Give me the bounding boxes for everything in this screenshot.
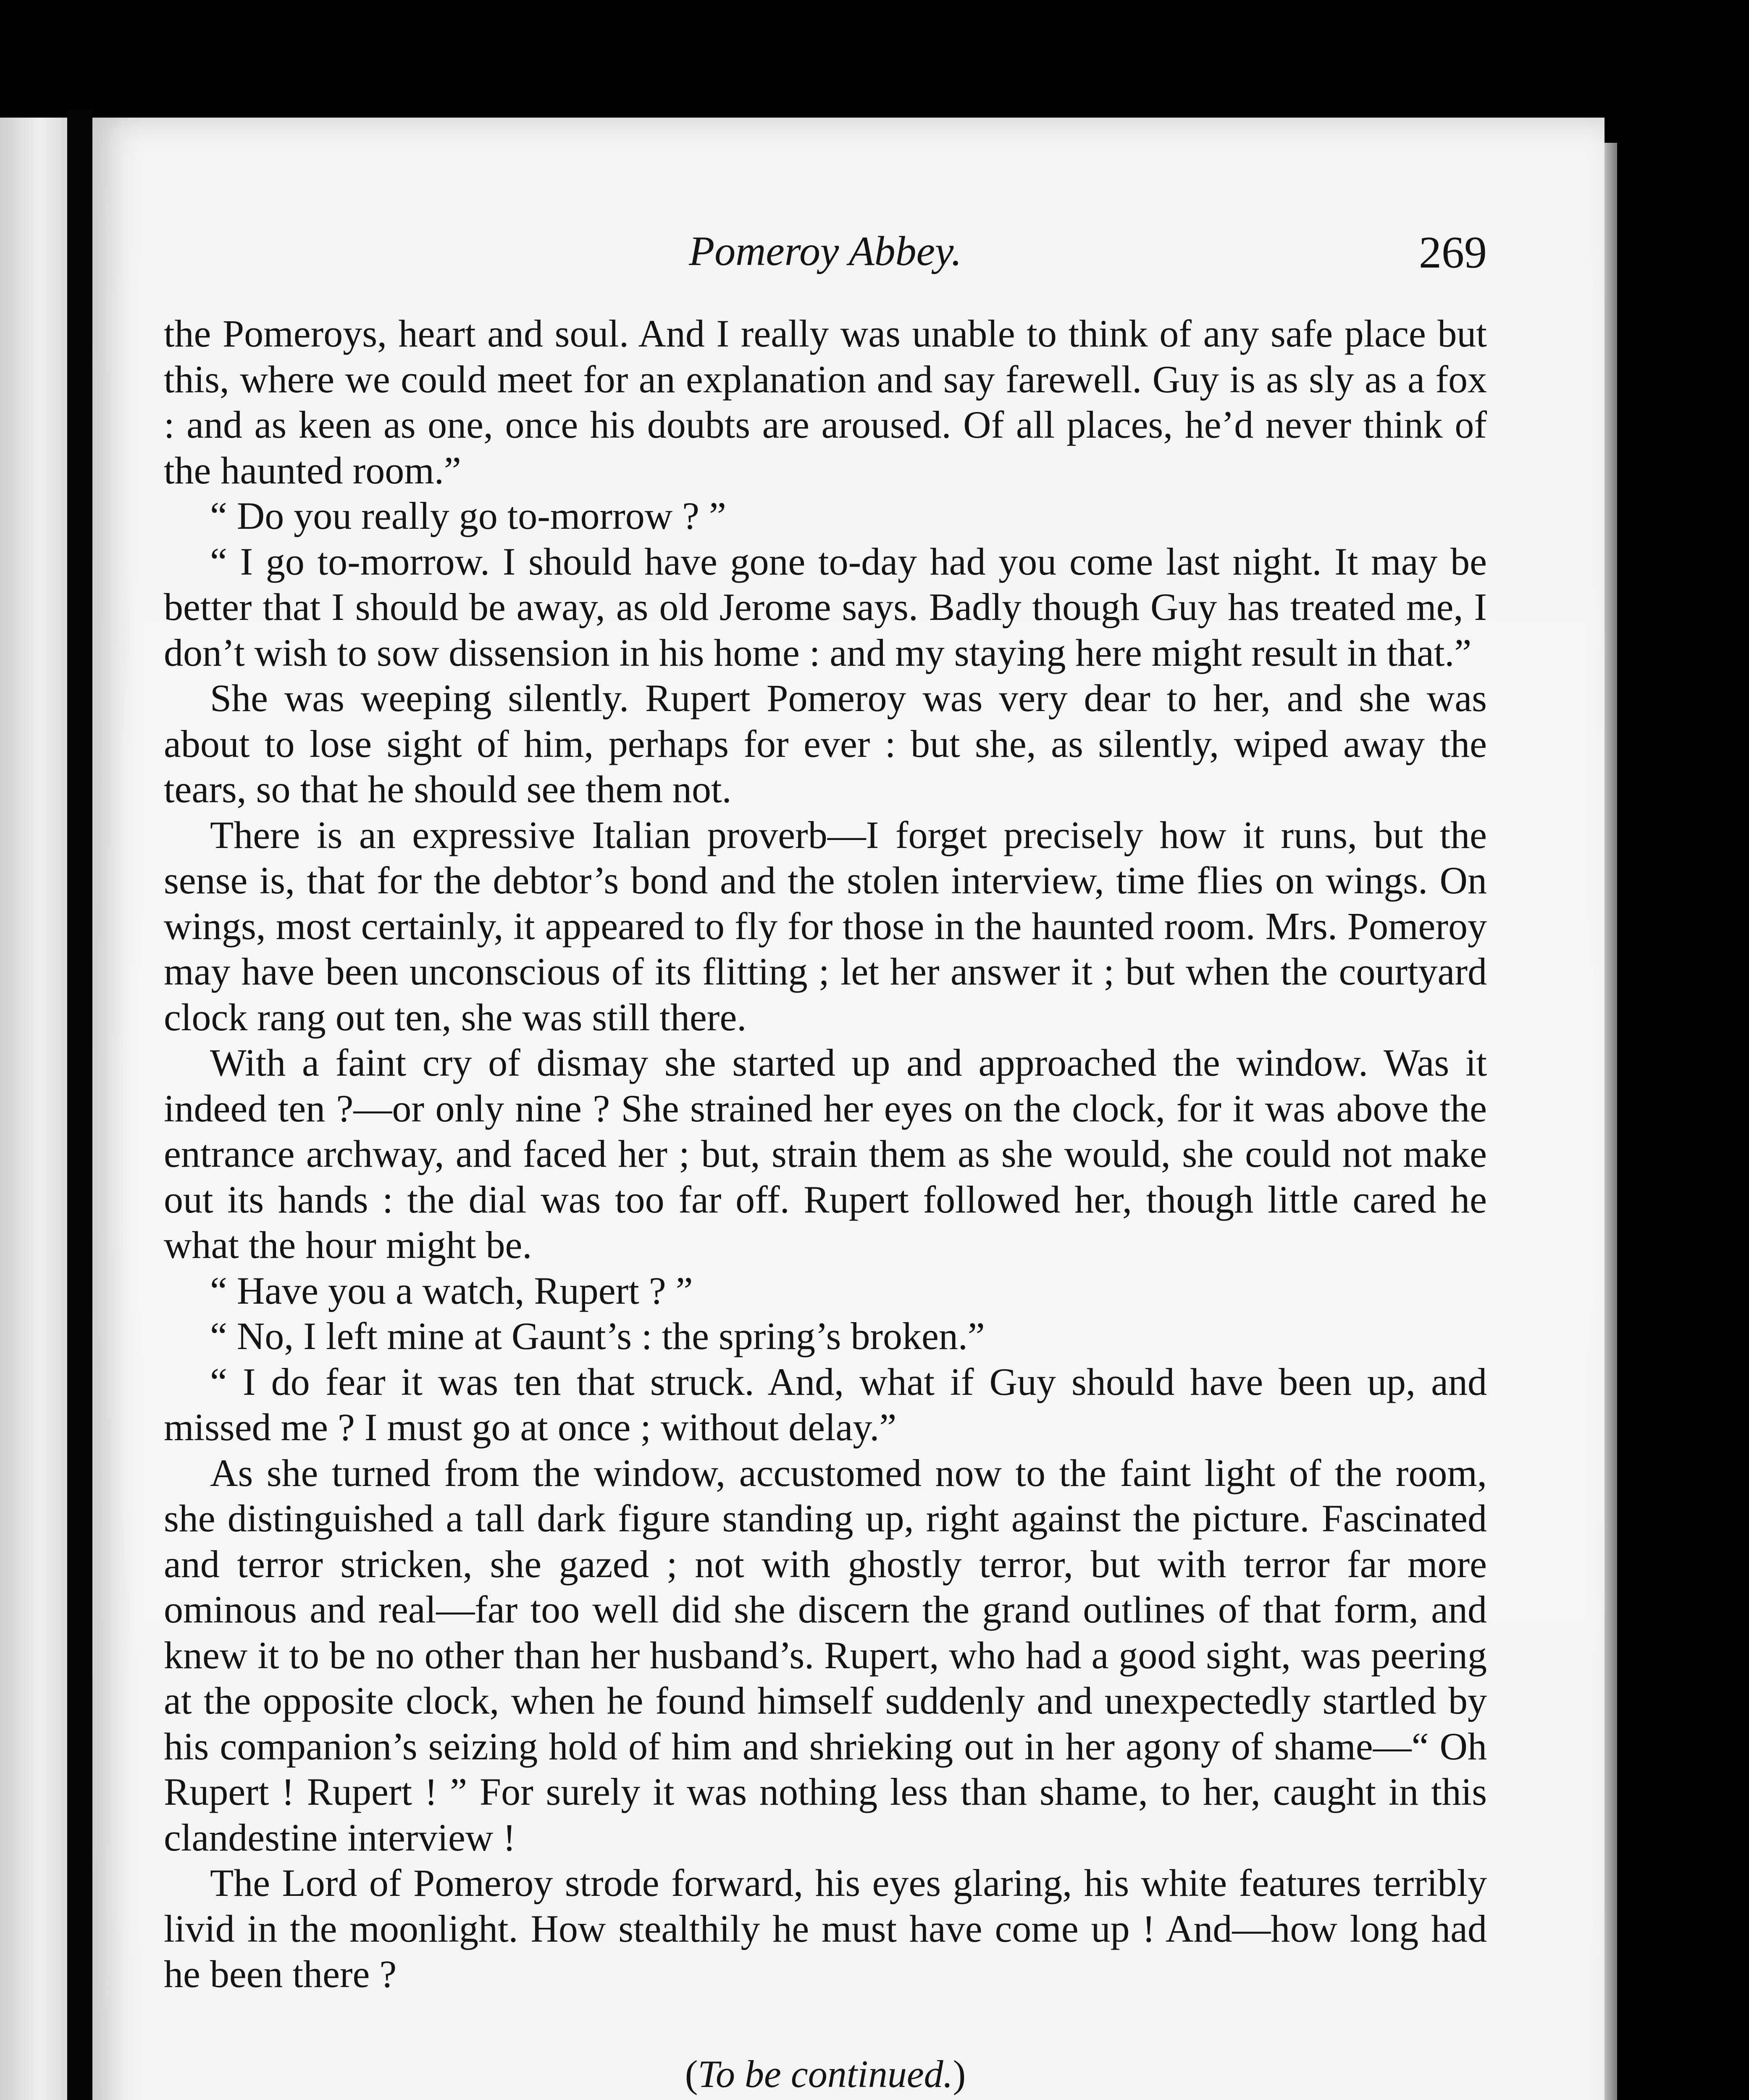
paragraph: “ I do fear it was ten that struck. And, what if Guy should have been up, and missed me ? I must go at once ; without delay.” [164,1360,1487,1449]
page-right-edge [1605,143,1617,2100]
paragraph: “ Do you really go to-morrow ? ” [210,494,726,537]
running-title: Pomeroy Abbey. [689,228,962,274]
paragraph: The Lord of Pomeroy strode forward, his eyes glaring, his white features terribly livid in the moonlight. How stealthily he must have come up ! And—how long had he been there ? [164,1861,1487,1995]
to-be-continued [164,2052,1487,2096]
paragraph: the Pomeroys, heart and soul. And I really was unable to think of any safe place but this, where we could meet for an explanation and say farewell. Guy is as sly as a fox : and as keen as one, once his doubts are aroused. Of all places, he’d never think of the haunted room.” [164,312,1487,492]
paragraph: She was weeping silently. Rupert Pomeroy was very dear to her, and she was about to lose sight of him, perhaps for ever : but she, as silently, wiped away the tears, so that he should see them not. [164,677,1487,811]
page-text-block [164,227,1487,2096]
book-page [92,118,1605,2100]
book-gutter [67,109,92,2100]
running-head [164,227,1487,286]
paragraph: “ Have you a watch, Rupert ? ” [210,1269,693,1312]
page-number: 269 [1419,228,1487,278]
paragraph: With a faint cry of dismay she started up and approached the window. Was it indeed ten ?—or only nine ? She strained her eyes on the clock, for it was above the entrance archway, and faced her ; but, strain them as she would, she could not make out its hands : the dial was too far off. Rupert followed her, though little cared he what the hour might be. [164,1041,1487,1266]
paragraph: There is an expressive Italian proverb—I forget precisely how it runs, but the sense is, that for the debtor’s bond and the stolen interview, time flies on wings. On wings, most certainly, it appeared to fly for those in the haunted room. Mrs. Pomeroy may have been unconscious of its flitting ; let her answer it ; but when the courtyard clock rang out ten, she was still there. [164,813,1487,1039]
paragraph: “ I go to-morrow. I should have gone to-day had you come last night. It may be better that I should be away, as old Jerome says. Badly though Guy has treated me, I don’t wish to sow dissension in his home : and my staying here might result in that.” [164,540,1487,674]
paragraph: “ No, I left mine at Gaunt’s : the spring’s broken.” [210,1315,985,1357]
continued-open-paren: ( [685,2052,698,2095]
left-page-edge [0,118,67,2100]
continued-close-paren: ) [953,2052,966,2095]
paragraph: As she turned from the window, accustomed now to the faint light of the room, she distinguished a tall dark figure standing up, right against the picture. Fascinated and terror stricken, she gazed ; not with ghostly terror, but with terror far more ominous and real—far too well did she discern the grand outlines of that form, and knew it to be no other than her husband’s. Rupert, who had a good sight, was peering at the opposite clock, when he found himself suddenly and unexpectedly startled by his companion’s seizing hold of him and shrieking out in her agony of shame—“ Oh Rupert ! Rupert ! ” For surely it was nothing less than shame, to her, caught in this clandestine interview ! [164,1451,1487,1859]
continued-text: To be continued. [698,2052,953,2095]
